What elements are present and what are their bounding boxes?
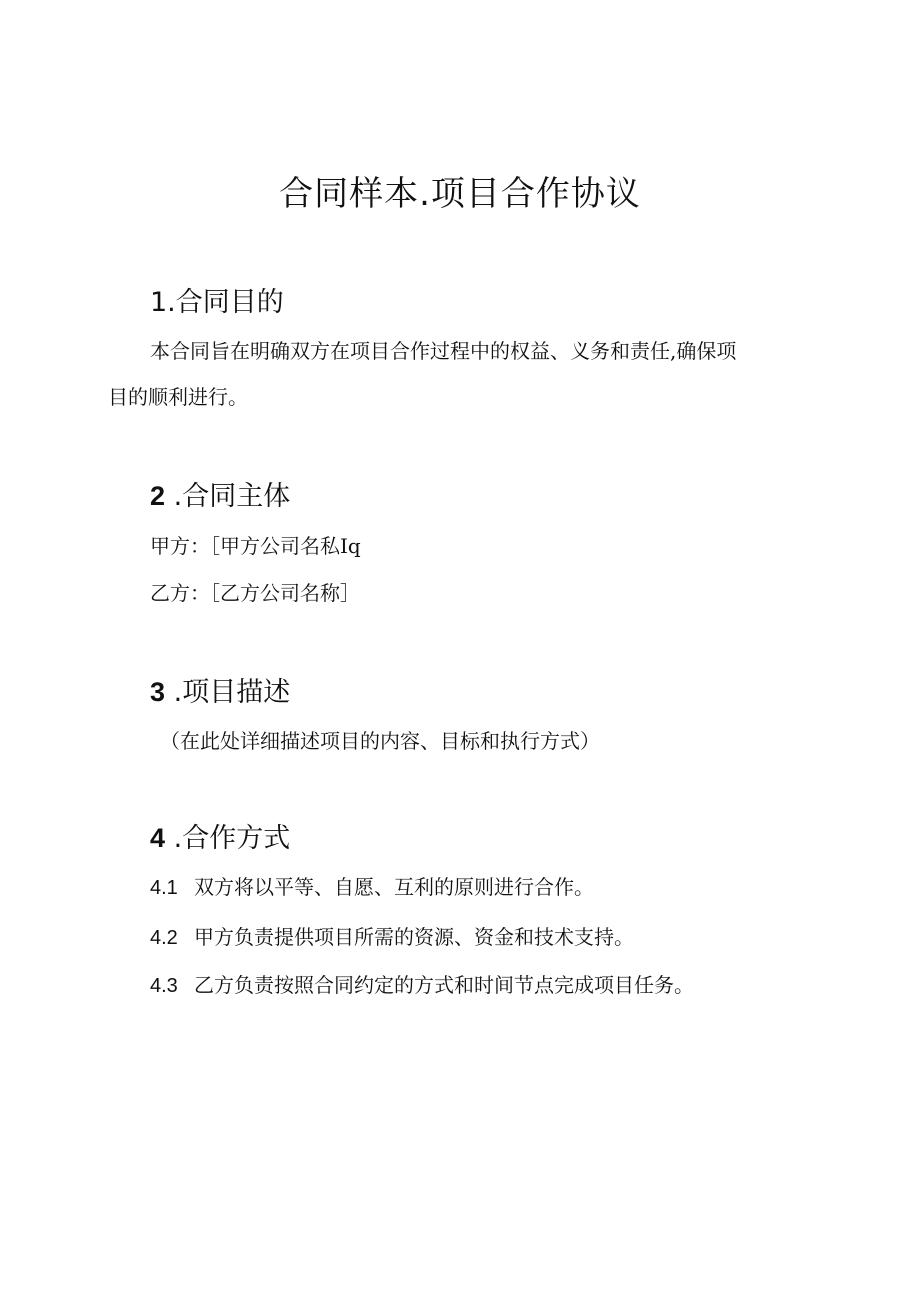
section-1-paragraph-line-2: 目的顺利进行。 [108, 385, 248, 409]
cooperation-item [150, 872, 594, 903]
cooperation-item-number: 4.2 [150, 927, 178, 949]
section-1-heading-text: 1.合同目的 [150, 287, 284, 318]
section-4-heading [150, 818, 290, 859]
cooperation-item-number: 4.1 [150, 877, 178, 899]
cooperation-item-text: 双方将以平等、自愿、互利的原则进行合作。 [194, 875, 594, 899]
section-4-heading-text: .合作方式 [165, 823, 291, 854]
party-a-line: 甲方：［甲方公司名私Iq [150, 534, 361, 558]
cooperation-item-text: 甲方负责提供项目所需的资源、资金和技术支持。 [194, 925, 634, 949]
section-1-paragraph-line-1: 本合同旨在明确双方在项目合作过程中的权益、义务和责任,确保项 [150, 339, 737, 363]
project-description-placeholder: （在此处详细描述项目的内容、目标和执行方式） [160, 729, 600, 753]
section-2-heading-text: .合同主体 [165, 481, 291, 512]
section-4-heading-number: 4 [150, 823, 166, 853]
cooperation-item-number: 4.3 [150, 975, 178, 997]
section-2-heading [150, 476, 290, 517]
section-3-heading-text: .项目描述 [165, 677, 291, 708]
cooperation-item [150, 970, 694, 1001]
section-1-heading [150, 283, 284, 323]
cooperation-item-text: 乙方负责按照合同约定的方式和时间节点完成项目任务。 [194, 973, 694, 997]
document-title: 合同样本.项目合作协议 [279, 174, 641, 214]
section-2-heading-number: 2 [150, 481, 166, 511]
section-3-heading [150, 672, 290, 713]
cooperation-item [150, 922, 634, 953]
party-b-line: 乙方：［乙方公司名称］ [150, 581, 360, 605]
section-3-heading-number: 3 [150, 677, 166, 707]
